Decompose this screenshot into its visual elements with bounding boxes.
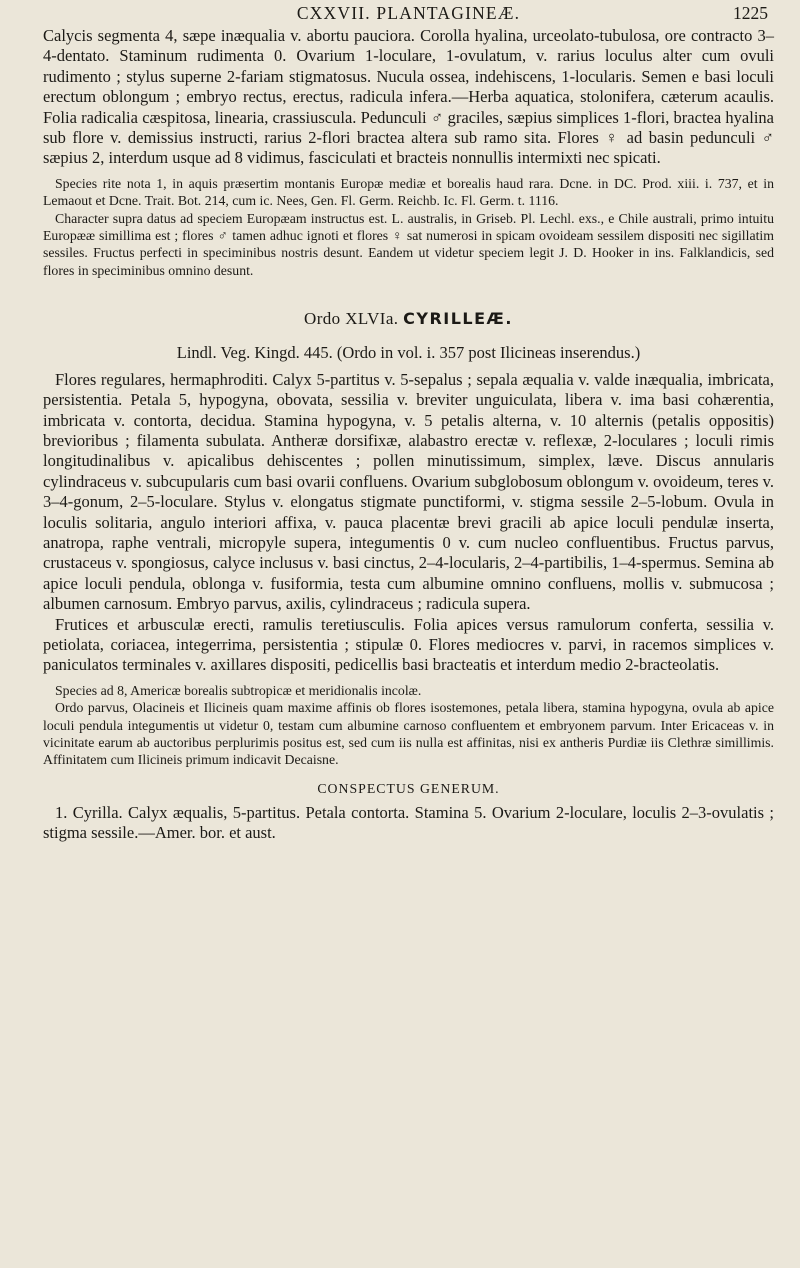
species-count-note: Species ad 8, Americæ borealis subtropicæ et meridionalis incolæ. [55,682,422,698]
genus-entry-cyrilla: 1. Cyrilla. Calyx æqualis, 5-partitus. Petala contorta. Stamina 5. Ovarium 2-loculare, loculis 2–3-ovulatis ; stigma sessile.—Amer. bor. et aust. [43,802,774,843]
family-name: CYRILLEÆ. [403,309,513,329]
conspectus-heading: CONSPECTUS GENERUM. [317,780,500,796]
species-note: Species rite nota 1, in aquis præsertim montanis Europæ mediæ et borealis haud rara. Dcne. in DC. Prod. xiii. i. 737, et in Lemaout et Dcne. Trait. Bot. 214, cum ic. Nees, Gen. Fl. Germ. Reichb. Ic. Fl. Germ. t. 1116. [43,175,774,209]
lindley-reference: Lindl. Veg. Kingd. 445. (Ordo in vol. i. 357 post Ilicineas inserendus.) [176,343,641,363]
ordinal-character-flowers: Flores regulares, hermaphroditi. Calyx 5-partitus v. 5-sepalus ; sepala æqualia v. valde inæqualia, imbricata, persistentia. Petala 5, hypogyna, obovata, sessilia v. breviter unguiculata, libera v. ima basi cohærentia, imbricata v. contorta, decidua. Stamina hypogyna, v. 5 petalis alterna, v. 10 alternis (petalis oppositis) brevioribus ; filamenta subulata. Antheræ dorsifixæ, alabastro erectæ v. reflexæ, 2-loculares ; loculi rimis longitudinalibus v. apicalibus dehiscentes ; pollen minutissimum, simplex, læve. Discus annularis cylindraceus v. subcupularis cum basi ovarii confluens. Ovarium subglobosum oblongum v. ovoideum, teres v. 3–4-gonum, 2–5-loculare. Stylus v. elongatus stigmate punctiformi, v. stigma sessile 2–5-lobum. Ovula in loculis solitaria, angulo interiori affixa, v. pauca placentæ brevi gracili ab apice loculi pendulæ inserta, anatropa, raphe ventrali, micropyle supera, integumentis 0 v. cum nucleo confluentibus. Fructus parvus, crustaceus v. spongiosus, calyce inclusus v. basi cinctus, 2–4-locularis, 2–4-partibilis, 1–4-spermus. Semina ab apice loculi pendula, oblonga v. fusiformia, testa cum albumine omnino confluens, mollis v. submucosa ; albumen carnosum. Embryo parvus, axilis, cylindraceus ; radicula supera. [43,369,774,614]
page-header [43,0,774,26]
order-label: Ordo XLVIa. [304,309,399,329]
affinity-note: Ordo parvus, Olacineis et Ilicineis quam maxime affinis ob flores isostemones, petala libera, stamina hypogyna, ovula ab apice loculi pendula integumentis ut videtur 0, testam cum albumine carnoso confluentem et embryonem parvum. Inter Ericaceas v. in vicinitate earum ab auctoribus perplurimis positus est, sed cum iis nulla est affinitas, nisi ex antheris Purdiæ iis Clethræ simillimis. Affinitatem cum Ilicineis primum indicavit Decaisne. [43,700,774,768]
genus-description: Calycis segmenta 4, sæpe inæqualia v. abortu pauciora. Corolla hyalina, urceolato-tubulosa, ore contracto 3–4-dentato. Staminum rudimenta 0. Ovarium 1-loculare, 1-ovulatum, v. rarius loculus alter cum ovuli rudimento ; stylus superne 2-fariam stigmatosus. Nucula ossea, indehiscens, 1-locularis. Semen e basi loculi erectum oblongum ; embryo rectus, erectus, radicula infera.—Herba aquatica, stolonifera, cæterum acaulis. Folia radicalia cæspitosa, linearia, crassiuscula. Pedunculi ♂ graciles, sæpius simplices 1-flori, bractea hyalina sub flore v. demissius instructi, rarius 2-flori bractea altera sub ramo sita. Flores ♀ ad basin pedunculi ♂ sæpius 2, interdum usque ad 8 vidimus, fasciculati et bracteis nonnullis intermixti nec spicati. [43,26,774,168]
page-number: 1225 [733,3,768,23]
running-title: CXXVII. PLANTAGINEÆ. [296,3,521,23]
character-note: Character supra datus ad speciem Europæam instructus est. L. australis, in Griseb. Pl. Lechl. exs., e Chile australi, primo intuitu Europææ simillima est ; flores ♂ tamen adhuc ignoti et flores ♀ sat numerosi in spicam ovoideam sessilem dispositi nec sigillatim sessiles. Fructus perfecti in speciminibus nostris desunt. Eandem ut videtur speciem legit J. D. Hooker in ins. Falklandicis, sed flores in speciminibus omnino desunt. [43,210,774,278]
order-heading [43,309,774,329]
ordinal-character-habit: Frutices et arbusculæ erecti, ramulis teretiusculis. Folia apices versus ramulorum conferta, sessilia v. petiolata, coriacea, integerrima, persistentia ; stipulæ 0. Flores mediocres v. parvi, in racemos simplices v. paniculatos terminales v. axillares dispositi, pedicellis basi bracteatis et interdum medio 2-bracteolatis. [43,614,774,675]
